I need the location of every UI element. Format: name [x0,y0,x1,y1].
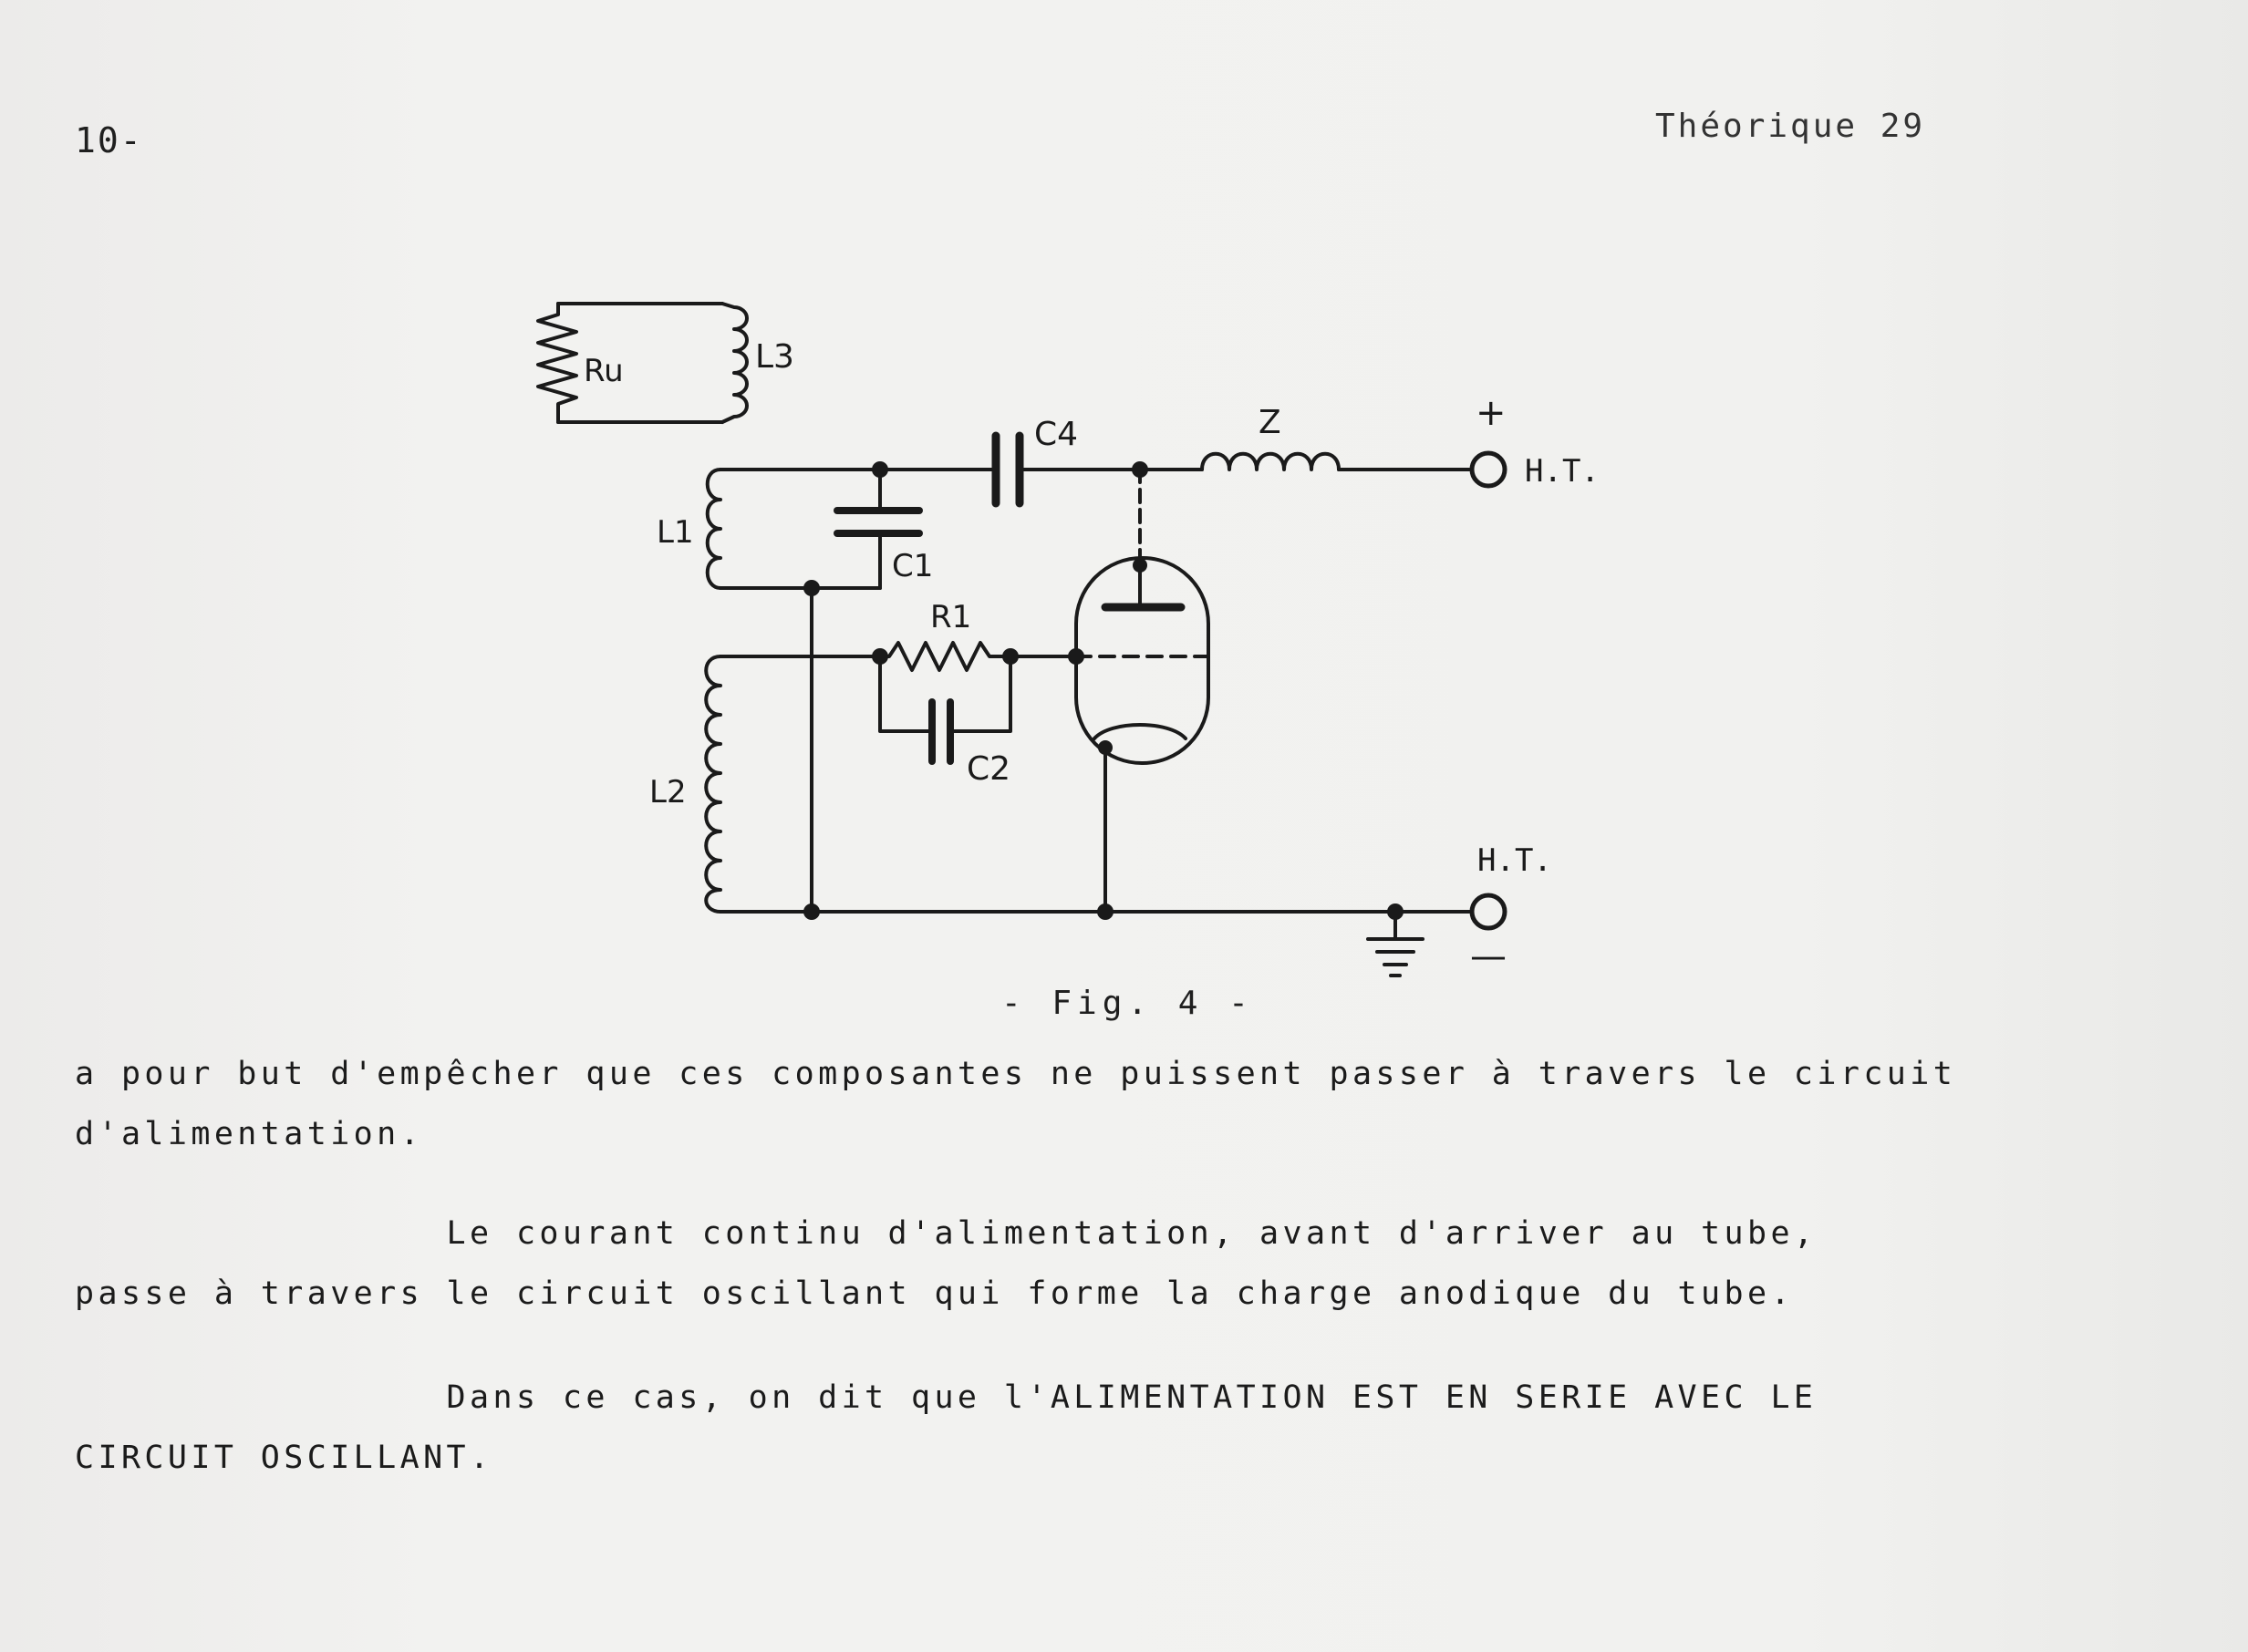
paragraph-3 [75,1368,1817,1488]
paragraph-3-line-2: CIRCUIT OSCILLANT. [75,1440,493,1476]
ru-label: Ru [584,353,624,389]
c4-label: C4 [1034,416,1079,453]
z-label: Z [1259,404,1281,441]
paragraph-2 [75,1203,1817,1324]
ht-bottom-label: H.T. [1477,842,1552,879]
ground-symbol [1368,912,1423,976]
r1-label: R1 [930,599,972,635]
plate-supply-line [880,436,1470,565]
paragraph-2-line-2: passe à travers le circuit oscillant qui forme la charge anodique du tube. [75,1275,1794,1312]
paragraph-3-line-1: Dans ce cas, on dit que l'ALIMENTATION EST EN SERIE AVEC LE [75,1379,1818,1416]
ht-top-label: H.T. [1525,453,1600,490]
paragraph-1 [75,1044,1956,1164]
ru-l3-loop [538,304,747,422]
l3-label: L3 [755,338,794,376]
paragraph-1-line-2: d'alimentation. [75,1116,424,1152]
c1-label: C1 [892,548,934,584]
figure-caption: - Fig. 4 - [1001,985,1254,1022]
paragraph-1-line-1: a pour but d'empêcher que ces composantes ne puissent passer à travers le circuit [75,1056,1957,1092]
grid-network [720,588,1076,912]
l1-c1-tank [708,470,919,588]
l2-coil [706,656,1470,912]
paragraph-2-line-1: Le courant continu d'alimentation, avant d'arriver au tube, [75,1215,1818,1252]
section-header: Théorique 29 [1655,108,1926,145]
l1-label: L1 [657,514,694,551]
l2-label: L2 [649,774,687,811]
page-number: 10- [75,120,143,160]
minus-label: — [1470,935,1507,977]
plus-label: + [1476,392,1507,434]
c2-label: C2 [967,750,1011,788]
vacuum-tube [1076,558,1208,912]
